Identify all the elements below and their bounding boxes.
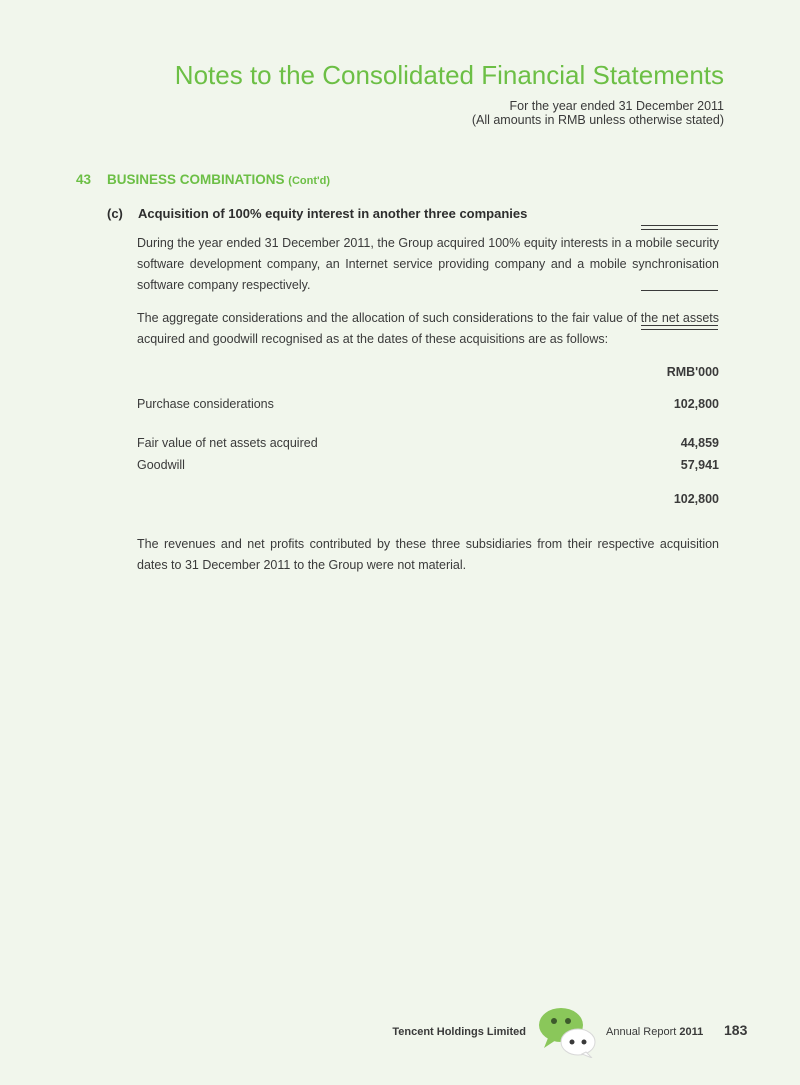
period-line: For the year ended 31 December 2011 [509, 99, 724, 113]
paragraph-considerations: The aggregate considerations and the allocation of such considerations to the fair value of the net assets acquired and goodwill recognised as at the dates of these acquisitions are as follows: [137, 311, 719, 346]
note-section [76, 172, 726, 572]
row-value: 102,800 [673, 397, 719, 411]
report-name: Annual Report [606, 1026, 677, 1038]
paragraph-revenues: The revenues and net profits contributed by these three subsidiaries from their respective acquisition dates to 31 December 2011 to the Group were not material. [137, 537, 719, 572]
row-label: Purchase considerations [137, 397, 274, 411]
page-title: Notes to the Consolidated Financial Statements [174, 60, 724, 90]
page-number: 183 [724, 1022, 748, 1038]
section-title: BUSINESS COMBINATIONS [107, 172, 285, 187]
company-name: Tencent Holdings Limited [392, 1026, 526, 1038]
page-header [175, 60, 724, 127]
currency-note: (All amounts in RMB unless otherwise stated) [471, 113, 724, 127]
double-underline-total [641, 325, 718, 330]
chat-bubbles-logo-icon [536, 1006, 598, 1058]
row-value: 57,941 [680, 458, 719, 472]
single-underline [641, 290, 718, 291]
paragraph-acquisition: During the year ended 31 December 2011, the Group acquired 100% equity interests in a mobile security software development company, an Internet service providing company and a mobile synchronisation software company respectively. [137, 236, 719, 292]
unit-header: RMB'000 [666, 365, 719, 379]
subsection-heading [76, 206, 527, 221]
subsection-label: (c) [107, 206, 123, 221]
section-heading [76, 172, 726, 187]
double-underline [641, 225, 718, 230]
report-label [606, 1026, 703, 1038]
subsection-title: Acquisition of 100% equity interest in another three companies [138, 206, 528, 221]
section-number: 43 [76, 172, 92, 187]
row-label: Fair value of net assets acquired [137, 436, 318, 450]
row-value: 44,859 [680, 436, 719, 450]
row-value: 102,800 [673, 492, 719, 506]
section-cont: (Cont'd) [288, 175, 330, 187]
report-year: 2011 [679, 1026, 704, 1038]
page-footer [0, 1022, 800, 1062]
row-label: Goodwill [137, 458, 185, 472]
